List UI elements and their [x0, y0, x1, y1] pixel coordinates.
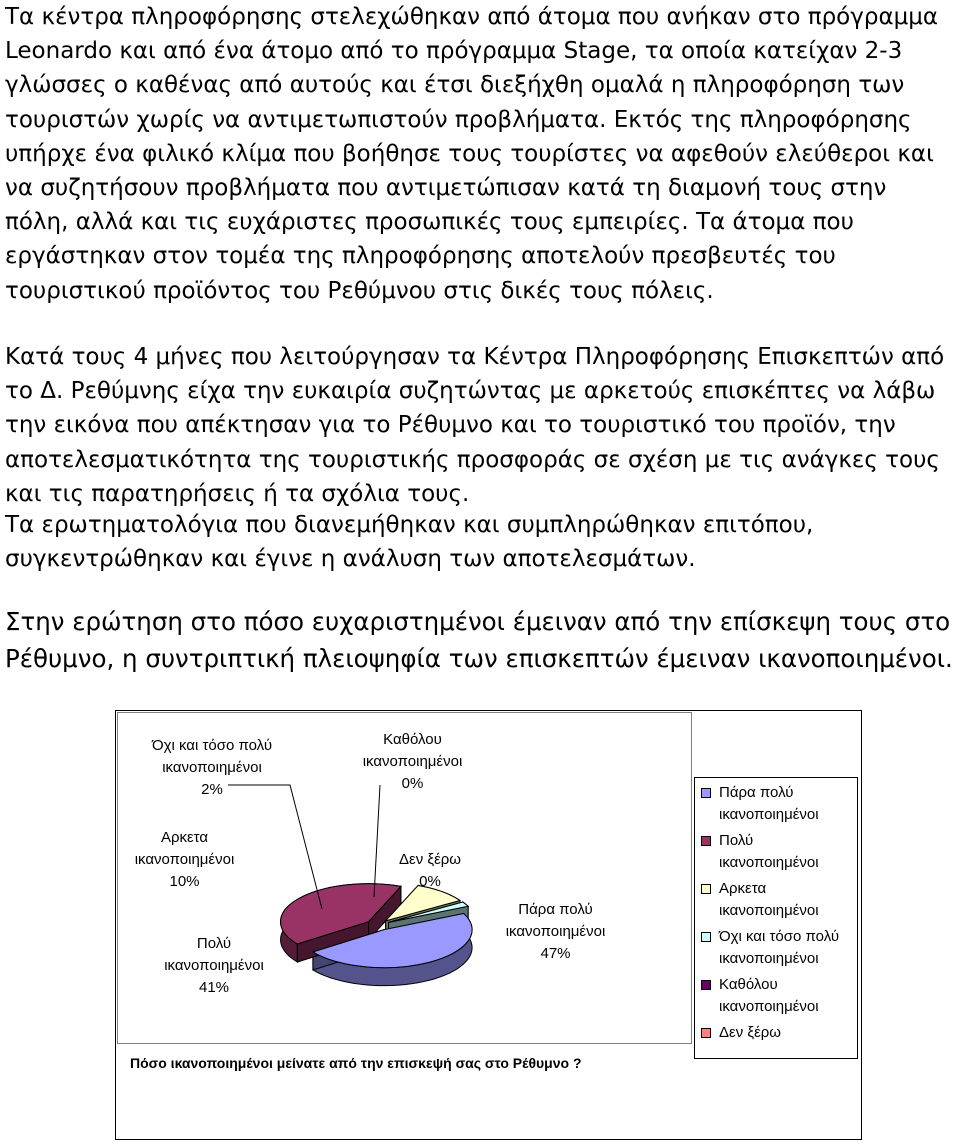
- legend-swatch: [701, 1028, 711, 1038]
- data-label-polu: Πολύ ικανοποιημένοι 41%: [164, 935, 264, 996]
- legend-swatch: [701, 788, 711, 798]
- chart-legend: Πάρα πολύ ικανοποιημένοι Πολύ ικανοποιημένοι Αρκετα ικανοποιημένοι Όχι και τόσο πολύ ικανοποιημένοι Καθόλου ικανοποιημένοι Δεν ξέρω: [694, 777, 858, 1059]
- paragraph-2: Κατά τους 4 μήνες που λειτούργησαν τα Κέντρα Πληροφόρησης Επισκεπτών από το Δ. Ρεθύμνης είχα την ευκαιρία συζητώντας με αρκετούς επισκέπτες να λάβω την εικόνα που απέκτησαν για το Ρέθυμνο και το τουριστικό του προϊόν, την αποτελεσματικότητα της τουριστικής προσφοράς σε σχέση με τις ανάγκες τους και τις παρατηρήσεις ή τα σχόλια τους.: [5, 344, 945, 507]
- chart-plot-area: [117, 712, 692, 1044]
- legend-swatch: [701, 932, 711, 942]
- paragraph-4: Στην ερώτηση στο πόσο ευχαριστημένοι έμειναν από την επίσκεψη τους στο Ρέθυμνο, η συντριπτική πλειοψηφία των επισκεπτών έμειναν ικανοποιημένοι.: [5, 607, 953, 673]
- data-label-den-xero: Δεν ξέρω 0%: [398, 851, 462, 890]
- legend-swatch: [701, 980, 711, 990]
- data-label-katholou: Καθόλου ικανοποιημένοι 0%: [362, 731, 463, 792]
- data-label-arketa: Αρκετα ικανοποιημένοι 10%: [134, 829, 235, 890]
- legend-swatch: [701, 884, 711, 894]
- legend-swatch: [701, 836, 711, 846]
- paragraph-3: Τα ερωτηματολόγια που διανεμήθηκαν και συμπληρώθηκαν επιτόπου, συγκεντρώθηκαν και έγινε η ανάλυση των αποτελεσμάτων.: [5, 512, 814, 573]
- paragraph-1: Τα κέντρα πληροφόρησης στελεχώθηκαν από άτομα που ανήκαν στο πρόγραμμα Leonardo και από ένα άτομο από το πρόγραμμα Stage, τα οποία κατείχαν 2-3 γλώσσες ο καθένας από αυτούς και έτσι διεξήχθη ομαλά η πληροφόρηση των τουριστών χωρίς να αντιμετωπιστούν προβλήματα. Εκτός της πληροφόρησης υπήρχε ένα φιλικό κλίμα που βοήθησε τους τουρίστες να αφεθούν ελεύθεροι και να συζητήσουν προβλήματα που αντιμετώπισαν κατά τη διαμονή τους στην πόλη, αλλά και τις ευχάριστες προσωπικές τους εμπειρίες. Τα άτομα που εργάστηκαν στον τομέα της πληροφόρησης αποτελούν πρεσβευτές του τουριστικού προϊόντος του Ρεθύμνου στις δικές τους πόλεις.: [5, 4, 939, 304]
- chart-title: Πόσο ικανοποιημένοι μείνατε από την επισκεψή σας στο Ρέθυμνο ?: [130, 1055, 582, 1071]
- pie-chart: [115, 710, 862, 1140]
- data-label-para-polu: Πάρα πολύ ικανοποιημένοι 47%: [505, 901, 606, 962]
- data-label-oxi-kai-toso-polu: Όχι και τόσο πολύ ικανοποιημένοι 2%: [151, 737, 273, 798]
